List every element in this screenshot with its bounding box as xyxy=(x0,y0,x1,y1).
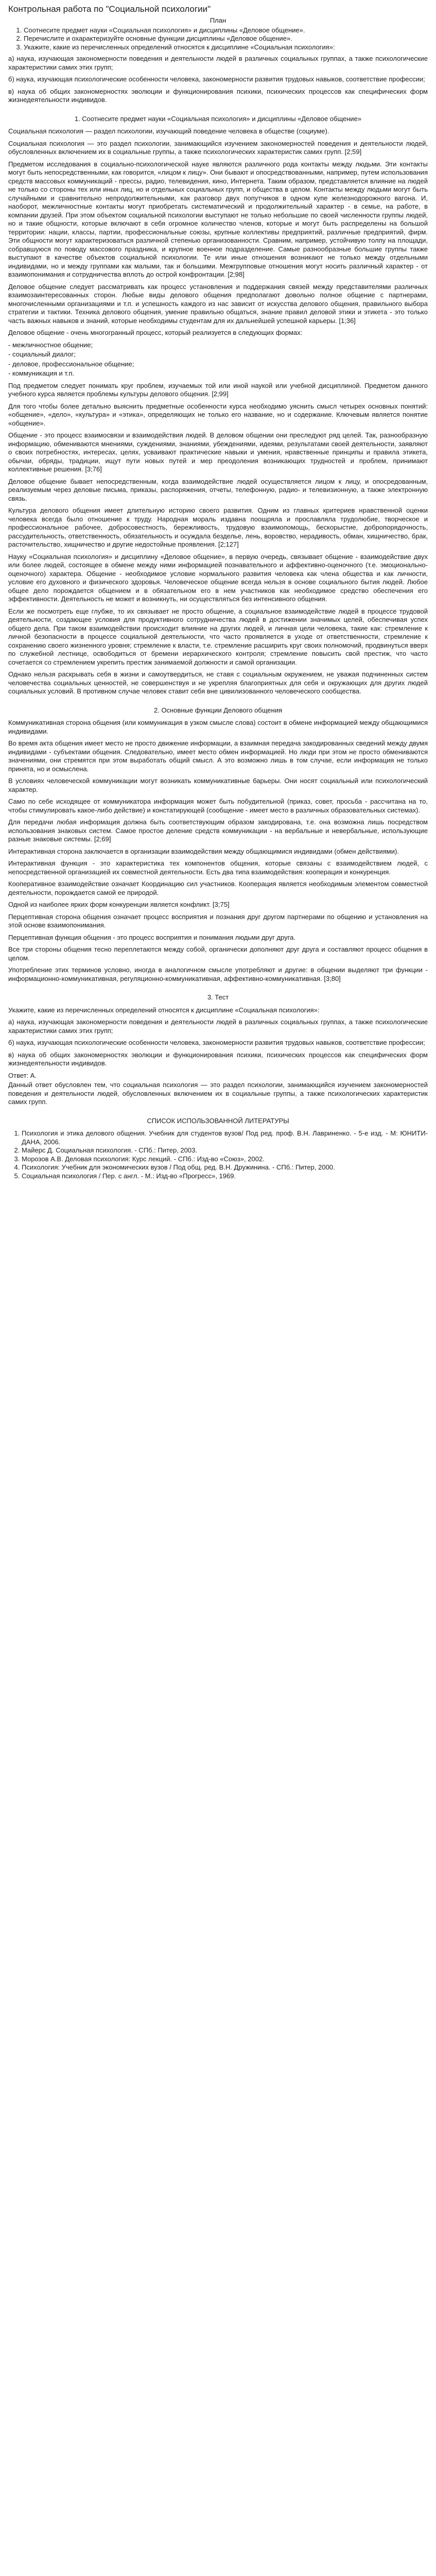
literature-title: СПИСОК ИСПОЛЬЗОВАННОЙ ЛИТЕРАТУРЫ xyxy=(147,1116,289,1125)
plan-title: План xyxy=(210,16,226,24)
section-2-paragraph: Все три стороны общения тесно переплетаются между собой, органически дополняют друг друга и составляют процесс общения в целом. xyxy=(8,945,428,962)
section-3-title: 3. Тест xyxy=(207,993,229,1001)
section-2-paragraph: Употребление этих терминов условно, иногда в аналогичном смысле употребляют и другие: в общении выделяют три функции - информационно-коммуникативная, регуляционно-коммуникативная, аффективно-коммуникативная. [3;80] xyxy=(8,966,428,982)
test-question: Укажите, какие из перечисленных определений относятся к дисциплине «Социальная психология»: xyxy=(8,1006,320,1014)
plan-option: а) наука, изучающая закономерности поведения и деятельности людей в различных социальных группах, а также психологические характеристики самих этих групп; xyxy=(8,55,428,71)
communication-form-item: - социальный диалог; xyxy=(8,350,76,358)
section-1-paragraph: Науку «Социальная психология» и дисциплину «Деловое общение», в первую очередь, связывает общение - взаимодействие двух или более людей, состоящее в обмене между ними информацией познавательного и аффективно-оценочного (т.е. эмоционально-оценочного) характера. Общение - необходимое условие нормального развития человека как члена общества и как личности, условие его духовного и физического здоровья. Человеческое общение всегда нельзя в основе социального бытия людей. Любое общее дело порождается общением и в обязательном его в нем участников как необходимое средство обеспечения его эффективности. Деятельность не может и возникнуть, ни осуществляться без интенсивного общения. xyxy=(8,552,428,603)
literature-item: 1. Психология и этика делового общения. Учебник для студентов вузов/ Под ред. проф. В.Н. Лавриненко. - 5-е изд. - М: ЮНИТИ-ДАНА, 2006. xyxy=(22,1129,428,1146)
plan-item: 2. Перечислите и охарактеризуйте основные функции дисциплины «Деловое общение». xyxy=(24,35,428,43)
section-2-paragraph: Одной из наиболее ярких форм конкуренции является конфликт. [3;75] xyxy=(8,901,230,908)
literature-list xyxy=(8,1129,428,1180)
section-1-paragraph: Предметом исследования в социально-психологической науке являются различного рода контакты между людьми. Эти контакты могут быть непосредственными, как говорится, «лицом к лицу». Они бывают и опосредствованными, например, путем использования средств массовых коммуникаций - прессы, радио, телевидения, кино, Интернета. Таким образом, представляется влияние на людей не только со стороны тех или иных лиц, но и отдельных социальных групп, и общества в целом. Контакты между людьми могут быть случайными и сравнительно непродолжительными, как разговор двух попутчиков в одном купе железнодорожного вагона. И, наоборот, межличностные контакты могут приобретать систематический и продолжительный характер - в семье, на работе, в компании друзей. При этом объектом социальной психологии выступают не только небольшие по своей численности группы людей, но и такие общности, которые включают в себя огромное количество членов, которые и могут быть распределены на большой территории: нации, классы, партии, профессиональные союзы, крупные коллективы предприятий, различные предприятий, фирм. Эти общности могут характеризоваться различной степенью организованности. Сравним, например, устойчивую толпу на площади, собравшуюся по поводу массового праздника, и крупное военное подразделение. Самые разнообразные большие группы также выступают в качестве объектов социальной психологии. Те или иные отношения возникают не только между отдельными индивидами, но и между группами как малыми, так и большими. Межгрупповые отношения могут носить различный характер - от взаимопонимания и сотрудничества вплоть до острой конфронтации. [2;98] xyxy=(8,160,428,278)
section-2-paragraph: Интерактивная сторона заключается в организации взаимодействия между общающимися индивидами (обмен действиями). xyxy=(8,847,399,855)
section-1-paragraph: Деловое общение бывает непосредственным, когда взаимодействие людей осуществляется лицом к лицу, и опосредованным, реализуемым через деловые письма, приказы, распоряжения, отчеты, телефонную, радио- и телевизионную, а также электронную связь. xyxy=(8,477,428,502)
plan-list xyxy=(8,26,428,52)
test-option: а) наука, изучающая закономерности поведения и деятельности людей в различных социальных группах, а также психологические характеристики самих этих групп; xyxy=(8,1018,428,1035)
test-explanation: Данный ответ обусловлен тем, что социальная психология — это раздел психологии, занимающийся изучением закономерностей поведения и деятельности людей, обусловленных включением их в социальные группы, а также психологических характеристик самих групп. xyxy=(8,1081,428,1106)
document-page xyxy=(0,0,436,1196)
literature-item: 2. Майерс Д. Социальная психология. - СПб.: Питер, 2003. xyxy=(22,1146,428,1155)
section-2-paragraph: Для передачи любая информация должна быть соответствующим образом закодирована, т.е. она возможна лишь посредством использования знаковых систем. Самое простое деление средств коммуникации - на вербальные и невербальные, использующие разные знаковые системы. [2;69] xyxy=(8,818,428,843)
test-answer: Ответ: А. xyxy=(8,1071,37,1079)
section-1-paragraph: Общение - это процесс взаимосвязи и взаимодействия людей. В деловом общении они преследуют ряд целей. Так, разнообразную информацию, обмениваются мнениями, суждениями, знаниями, убеждениями, идеями, результатами своей деятельности, заявляют о своих потребностях, интересах, целях, усваивают практические навыки и умения, нравственные принципы и правила этикета, обычаи, обряды, традиции, ищут пути новых путей и мер преодоления возникающих трудностей и проблем, принимают коллективные решения. [3;76] xyxy=(8,431,428,473)
document-title: Контрольная работа по "Социальной психологии" xyxy=(8,4,211,14)
section-2-title: 2. Основные функции Делового общения xyxy=(153,706,283,714)
section-2-paragraph: Коммуникативная сторона общения (или коммуникация в узком смысле слова) состоит в обмене информацией между общающимися индивидами. xyxy=(8,719,428,735)
plan-option: в) наука об общих закономерностях эволюции и функционирования психики, психических процессов как специфических форм жизнедеятельности индивидов. xyxy=(8,87,428,104)
section-1-paragraph: Если же посмотреть еще глубже, то их связывает не просто общение, а социальное взаимодействие людей в процессе трудовой деятельности, создающее условия для продуктивного сотрудничества людей в достижении значимых целей, обеспечивая успех общего дела. При таком взаимодействии происходит влияние на других людей, и личная цели человека, такие как: стремление к личной безопасности в процессе социальной деятельности, что часто проявляется в уходе от ответственности, стремление к сохранению своего жизненного уровня; стремление к власти, т.е. стремление расширить круг своих полномочий, продвинуться вверх по служебной лестнице, освободиться от бремени иерархического контроля; стремление повысить свой престиж, что часто сочетается со стремлением укрепить престиж занимаемой должности и самой организации. xyxy=(8,607,428,666)
plan-item: 3. Укажите, какие из перечисленных определений относятся к дисциплине «Социальная психология»: xyxy=(24,43,428,52)
communication-form-item: - коммуникация и т.п. xyxy=(8,369,75,377)
section-2-paragraph: В условиях человеческой коммуникации могут возникать коммуникативные барьеры. Они носят социальный или психологический характер. xyxy=(8,777,428,793)
section-1-paragraph: Социальная психология — это раздел психологии, занимающийся изучением закономерностей поведения и деятельности людей, обусловленных включением их в социальные группы, а также психологических характеристик самих групп. [2;59] xyxy=(8,139,428,156)
test-option: в) наука об общих закономерностях эволюции и функционирования психики, психических процессов как специфических форм жизнедеятельности индивидов. xyxy=(8,1050,428,1067)
section-2-paragraph: Кооперативное взаимодействие означает Координацию сил участников. Кооперация является необходимым элементом совместной деятельности, порождается самой ее природой. xyxy=(8,880,428,896)
communication-form-item: - деловое, профессиональное общение; xyxy=(8,360,134,368)
section-1-paragraph: Деловое общение - очень многогранный процесс, который реализуется в следующих формах: xyxy=(8,329,303,336)
section-2-paragraph: Перцептивная сторона общения означает процесс восприятия и познания друг другом партнерами по общению и установления на этой основе взаимопонимания. xyxy=(8,912,428,929)
section-1-paragraph: Культура делового общения имеет длительную историю своего развития. Одним из главных критериев нравственной оценки человека всегда было отношение к труду. Народная мораль издавна поощряла и прославляла трудолюбие, творческое и профессиональное рабочее, добросовестность, бережливость, трудовую взаимопомощь, бескорыстие, добропорядочность, рассудительность, ответственность, обязательность и осуждала безделье, лень, воровство, нерадивость, обман, хищничество, брак, расточительство, хищничество и другие недостойные проявления. [2;127] xyxy=(8,506,428,548)
test-option: б) наука, изучающая психологические особенности человека, закономерности развития трудовых навыков, соответствие профессии; xyxy=(8,1039,425,1046)
section-1-paragraph: Социальная психология — раздел психологии, изучающий поведение человека в обществе (социуме). xyxy=(8,127,329,135)
section-2-paragraph: Перцептивная функция общения - это процесс восприятия и понимания людьми друг друга. xyxy=(8,933,295,941)
plan-option: б) наука, изучающая психологические особенности человека, закономерности развития трудовых навыков, соответствие профессии; xyxy=(8,75,425,83)
section-2-paragraph: Само по себе исходящее от коммуникатора информация может быть побудительной (приказ, совет, просьба - рассчитана на то, чтобы стимулировать какое-либо действие) и констатирующей (сообщение - имеет место в различных образовательных системах). xyxy=(8,798,428,814)
section-2-paragraph: Во время акта общения имеет место не просто движение информации, а взаимная передача закодированных сведений между двумя индивидами - субъектами общения. Следовательно, имеет место обмен информацией. Но люди при этом не просто обмениваются значениями, они стремятся при этом выработать общий смысл. А это возможно лишь в том случае, если информация не только принята, но и осмыслена. xyxy=(8,739,428,773)
section-1-paragraph: Под предметом следует понимать круг проблем, изучаемых той или иной наукой или учебной дисциплиной. Предметом данного учебного курса является проблемы культуры делового общения. [2;99] xyxy=(8,381,428,398)
section-1-paragraph: Деловое общение следует рассматривать как процесс установления и поддержания связей между представителями различных взаимозаинтересованных сторон. Любые виды делового общения предполагают довольно полное общение с партнерами, многочисленными организациями и т.п. и успешность каждого из нас зависит от искусства делового общения, правильного выбора стратегии и тактики. Техника делового общения, умение правильно общаться, знание правил деловой этики и этикета - это только часть важных навыков и знаний, которые необходимы студентам для их дальнейшей успешной карьеры. [1;36] xyxy=(8,282,428,325)
section-2-paragraph: Интерактивная функция - это характеристика тех компонентов общения, которые связаны с взаимодействием людей, с непосредственной организацией их совместной деятельности. Есть два типа взаимодействия: кооперация и конкуренция. xyxy=(8,859,428,876)
literature-item: 4. Психология: Учебник для экономических вузов / Под общ. ред. В.Н. Дружинина. - СПб.: Питер, 2000. xyxy=(22,1163,428,1172)
communication-form-item: - межличностное общение; xyxy=(8,341,93,349)
literature-item: 3. Морозов А.В. Деловая психология: Курс лекций. - СПб.: Изд-во «Союз», 2002. xyxy=(22,1155,428,1164)
section-1-paragraph: Для того чтобы более детально выяснить предметные особенности курса необходимо уяснить смысл четырех основных понятий: «общение», «дело», «культура» и «этика», определяющих не только его название, но и содержание. Ключевым является понятие «общение». xyxy=(8,402,428,427)
plan-item: 1. Соотнесите предмет науки «Социальная психология» и дисциплины «Деловое общение». xyxy=(24,26,428,35)
section-1-paragraph: Однако нельзя раскрывать себя в жизни и самоутвердиться, не ставя с социальным окружением, не уважая подчиненных систем человечества социальных ценностей, не совершенствуя и не укрепляя благоприятных для себя и окружающих для других людей социальных условий. В противном случае человек ставит себя вне цивилизованного человеческого сообщества. xyxy=(8,670,428,695)
section-1-title: 1. Соотнесите предмет науки «Социальная психология» и дисциплины «Деловое общение» xyxy=(74,114,362,123)
literature-item: 5. Социальная психология / Пер. с англ. - М.: Изд-во «Прогресс», 1969. xyxy=(22,1172,428,1181)
